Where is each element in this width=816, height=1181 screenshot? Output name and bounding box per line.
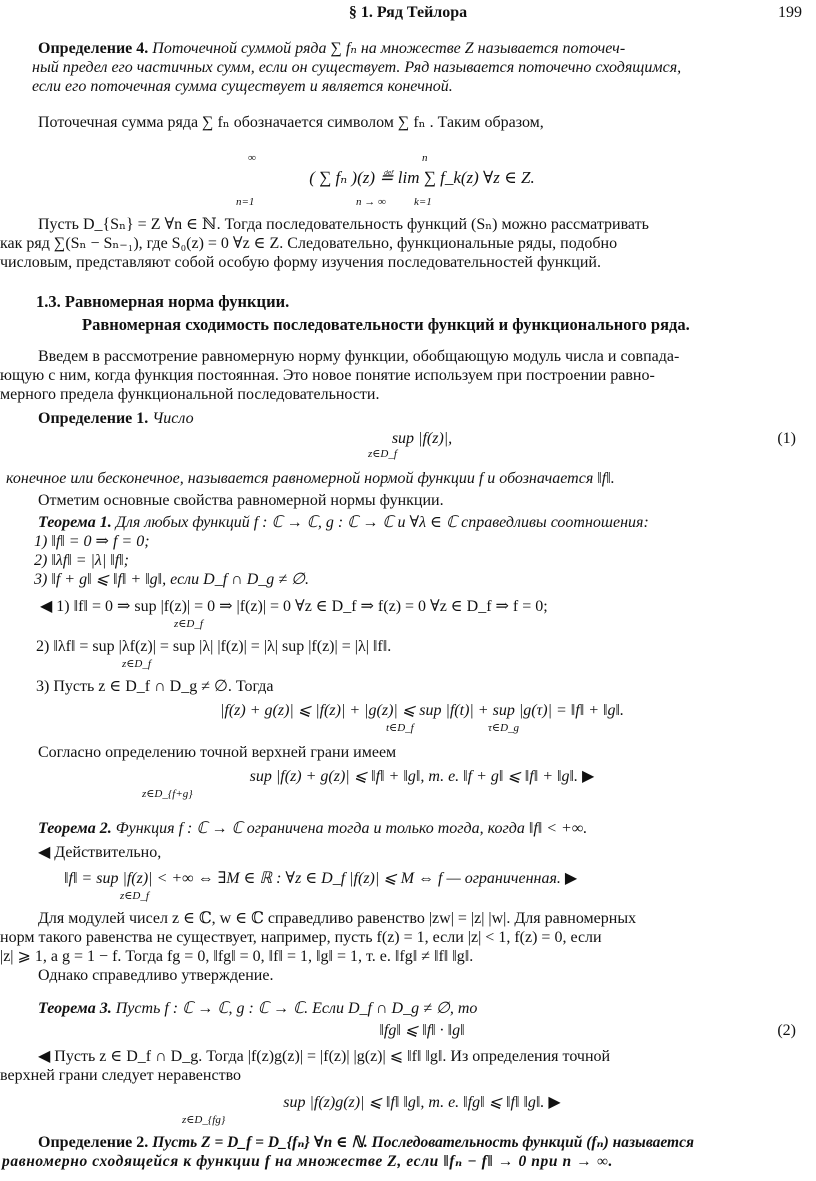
def1-after: конечное или бесконечное, называется равномерной нормой функции f и обозначается ‖f‖. [6, 470, 615, 487]
th1-proof3-formula: |f(z) + g(z)| ⩽ |f(z)| + |g(z)| ⩽ sup |f(t)| + sup |g(τ)| = ‖f‖ + ‖g‖. [220, 702, 624, 719]
th3-formula-block [38, 1022, 806, 1044]
def1-formula-block [38, 430, 806, 464]
def4-lead: Определение 4. [38, 40, 149, 57]
formula-top-n: n [422, 152, 428, 164]
para3-line2: норм такого равенства не существует, например, пусть f(z) = 1, если |z| < 1, f(z) = 0, если [0, 928, 602, 946]
para2-line2: ющую с ним, когда функция постоянная. Это новое понятие используем при построении равно- [0, 366, 655, 384]
para3-line4: Однако справедливо утверждение. [38, 966, 274, 984]
th1-item-1: 1) ‖f‖ = 0 ⇒ f = 0; [34, 532, 150, 550]
eq-number-2: (2) [777, 1022, 796, 1039]
th1-text: Для любых функций f : ℂ → ℂ, g : ℂ → ℂ и ∀λ ∈ ℂ справедливы соотношения: [115, 514, 649, 531]
para2-line1: Введем в рассмотрение равномерную норму функции, обобщающую модуль числа и совпада- [38, 348, 680, 365]
th1-sup-low: z∈D_{f+g} [142, 788, 193, 800]
def4-line2: ный предел его частичных сумм, если он существует. Ряд называется поточечно сходящимся, [32, 58, 682, 76]
th3-sup-formula-block [38, 1094, 806, 1130]
th1-proof-1: ◀ 1) ‖f‖ = 0 ⇒ sup |f(z)| = 0 ⇒ |f(z)| = 0 ∀z ∈ D_f ⇒ f(z) = 0 ∀z ∈ D_f ⇒ f = 0; [40, 598, 548, 615]
th1-sup-formula-block [38, 768, 806, 808]
th2-formula-low: z∈D_f [120, 890, 149, 902]
formula-lim: n → ∞ [356, 196, 386, 208]
formula-sup-infty: ∞ [248, 152, 256, 164]
th1-proof-1-block [40, 598, 808, 634]
def4-line1: Поточечной суммой ряда ∑ fₙ на множестве Z называется поточеч- [152, 40, 626, 57]
def2-line2: равномерно сходящейся к функции f на множестве Z, если ‖fₙ − f‖ → 0 при n → ∞. [2, 1152, 613, 1170]
th1-item-2: 2) ‖λf‖ = |λ| ‖f‖; [34, 551, 129, 569]
def4-line3: если его поточечная сумма существует и является конечной. [32, 77, 453, 95]
th1-proof3-low1: t∈D_f [386, 722, 414, 734]
th3-proof-line2: верхней грани следует неравенство [0, 1066, 242, 1084]
running-header [0, 2, 816, 22]
theorem-3 [38, 1000, 806, 1019]
th1-proof2-low: z∈D_f [122, 658, 151, 670]
theorem-1 [34, 514, 806, 590]
props-line: Отметим основные свойства равномерной нормы функции. [38, 492, 444, 509]
def2-lead: Определение 2. [38, 1134, 149, 1151]
def1-formula-low: z∈D_f [368, 448, 397, 460]
para1-line1: Пусть D_{Sₙ} = Z ∀n ∈ ℕ. Тогда последовательность функций (Sₙ) можно рассматривать [38, 216, 649, 233]
th3-lead: Теорема 3. [38, 1000, 112, 1017]
th3-proof-line1: ◀ Пусть z ∈ D_f ∩ D_g. Тогда |f(z)g(z)| = |f(z)| |g(z)| ⩽ ‖f‖ ‖g‖. Из определения точной [38, 1048, 611, 1065]
th3-proof [0, 1048, 806, 1086]
th2-formula: ‖f‖ = sup |f(z)| < +∞ ⇔ ∃M ∈ ℝ : ∀z ∈ D_f |f(z)| ⩽ M ⇔ f — ограниченная. ▶ [64, 870, 578, 887]
theorem-2 [38, 820, 806, 839]
th2-formula-block [64, 870, 816, 906]
definition-2 [2, 1134, 810, 1171]
paragraph-2 [0, 348, 806, 405]
th1-proof3-formula-block [38, 702, 806, 738]
definition-1 [38, 410, 806, 429]
th3-text: Пусть f : ℂ → ℂ, g : ℂ → ℂ. Если D_f ∩ D_g ≠ ∅, то [115, 1000, 478, 1017]
definition-4 [32, 40, 806, 97]
th1-proof-2: 2) ‖λf‖ = sup |λf(z)| = sup |λ| |f(z)| = |λ| sup |f(z)| = |λ| ‖f‖. [36, 638, 392, 655]
th1-proof1-low: z∈D_f [174, 618, 203, 630]
page-number: 199 [778, 4, 802, 21]
def1-lead: Определение 1. [38, 410, 149, 427]
header-title: § 1. Ряд Тейлора [348, 4, 468, 21]
formula-low-n1: n=1 [236, 196, 255, 208]
para2-line3: мерного предела функциональной последовательности. [0, 385, 380, 403]
th1-proof3-low2: τ∈D_g [488, 722, 520, 734]
th1-item-3: 3) ‖f + g‖ ⩽ ‖f‖ + ‖g‖, если D_f ∩ D_g ≠ ∅. [34, 570, 309, 588]
section-heading [36, 292, 804, 335]
th3-sup-low: z∈D_{fg} [182, 1114, 226, 1126]
para1-line3: числовым, представляют собой особую форму изучения последовательностей функций. [0, 253, 601, 271]
th1-proof-3: 3) Пусть z ∈ D_f ∩ D_g ≠ ∅. Тогда [36, 678, 274, 695]
th1-sup-line: Согласно определению точной верхней грани имеем [38, 744, 397, 761]
pointwise-formula: ( ∑ fₙ )(z) ≝ lim ∑ f_k(z) ∀z ∈ Z. [309, 168, 535, 187]
th3-sup-formula: sup |f(z)g(z)| ⩽ ‖f‖ ‖g‖, т. е. ‖fg‖ ⩽ ‖f‖ ‖g‖. ▶ [283, 1094, 561, 1111]
pointwise-formula-block [38, 152, 806, 208]
th1-lead: Теорема 1. [38, 514, 112, 531]
formula-low-k1: k=1 [414, 196, 432, 208]
def1-text: Число [152, 410, 194, 427]
th1-sup-formula: sup |f(z) + g(z)| ⩽ ‖f‖ + ‖g‖, т. е. ‖f + g‖ ⩽ ‖f‖ + ‖g‖. ▶ [249, 768, 595, 785]
para1-line2: как ряд ∑(Sₙ − Sₙ₋₁), где S₀(z) = 0 ∀z ∈ Z. Следовательно, функциональные ряды, подобно [0, 234, 618, 252]
para3-line1: Для модулей чисел z ∈ ℂ, w ∈ ℂ справедливо равенство |zw| = |z| |w|. Для равномерных [38, 910, 637, 927]
section-title-line1: 1.3. Равномерная норма функции. [36, 292, 290, 311]
th1-proof-2-block [36, 638, 804, 674]
eq-number-1: (1) [777, 430, 796, 447]
def2-line1: Пусть Z = D_f = D_{fₙ} ∀n ∈ ℕ. Последовательность функций (fₙ) называется [152, 1134, 694, 1151]
th2-text: Функция f : ℂ → ℂ ограничена тогда и только тогда, когда ‖f‖ < +∞. [115, 820, 588, 837]
def1-formula: sup |f(z)|, [391, 430, 453, 447]
paragraph-3 [0, 910, 806, 986]
th2-proof: ◀ Действительно, [38, 844, 162, 861]
th2-lead: Теорема 2. [38, 820, 112, 837]
th3-formula: ‖fg‖ ⩽ ‖f‖ · ‖g‖ [379, 1022, 465, 1039]
paragraph-1 [0, 216, 806, 273]
section-title-line2: Равномерная сходимость последовательности функций и функционального ряда. [82, 315, 690, 335]
pointwise-line: Поточечная сумма ряда ∑ fₙ обозначается символом ∑ fₙ . Таким образом, [38, 114, 544, 131]
para3-line3: |z| ⩾ 1, а g = 1 − f. Тогда fg = 0, ‖fg‖ = 0, ‖f‖ = 1, ‖g‖ = 1, т. е. ‖fg‖ ≠ ‖f‖ ‖g‖. [0, 947, 474, 965]
